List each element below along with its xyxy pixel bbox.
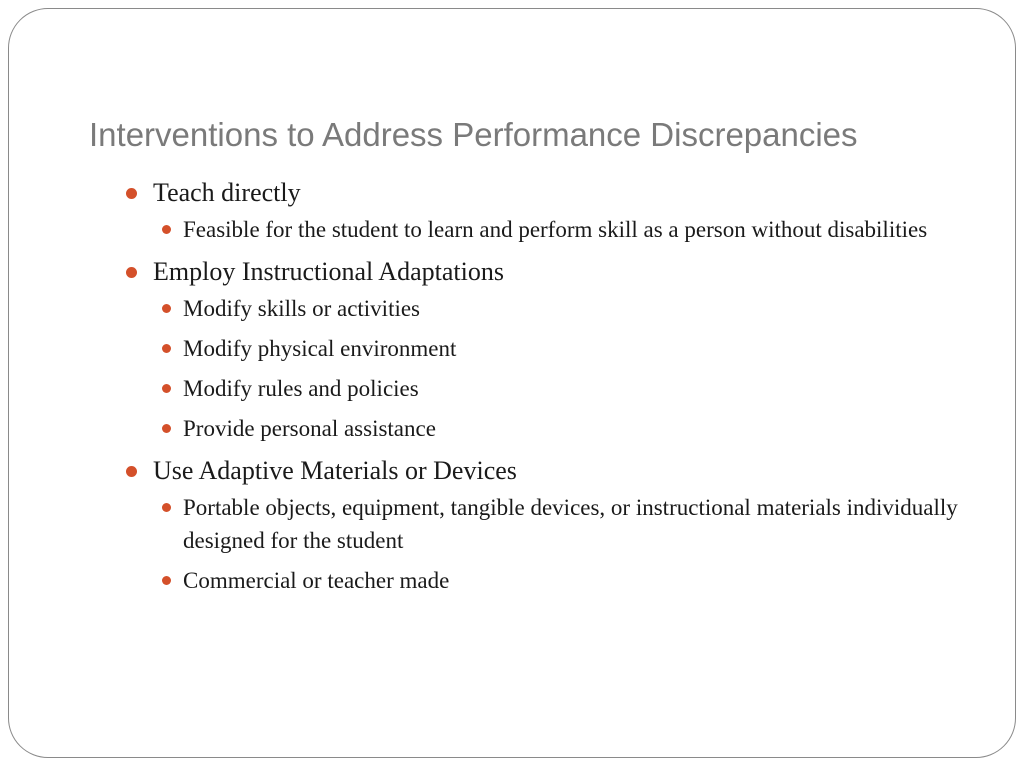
sub-bullet-list: [153, 213, 979, 246]
sub-bullet-item: [153, 412, 979, 445]
sub-bullet-dot-icon: [162, 424, 171, 433]
sub-bullet-dot-icon: [162, 576, 171, 585]
slide-frame: [8, 8, 1016, 758]
sub-bullet-text: Portable objects, equipment, tangible devices, or instructional materials individually designed for the student: [183, 495, 958, 553]
sub-bullet-text: Modify rules and policies: [183, 376, 419, 401]
sub-bullet-item: [153, 213, 979, 246]
bullet-dot-icon: [126, 188, 137, 199]
sub-bullet-dot-icon: [162, 384, 171, 393]
bullet-item-instructional-adaptations: [119, 254, 979, 445]
bullet-text: Teach directly: [153, 178, 301, 207]
bullet-text: Use Adaptive Materials or Devices: [153, 456, 517, 485]
sub-bullet-list: [153, 491, 979, 597]
sub-bullet-text: Commercial or teacher made: [183, 568, 450, 593]
bullet-dot-icon: [126, 267, 137, 278]
sub-bullet-text: Feasible for the student to learn and perform skill as a person without disabilities: [183, 217, 928, 242]
sub-bullet-text: Modify physical environment: [183, 336, 457, 361]
sub-bullet-text: Modify skills or activities: [183, 296, 421, 321]
sub-bullet-text: Provide personal assistance: [183, 416, 436, 441]
sub-bullet-dot-icon: [162, 503, 171, 512]
bullet-item-adaptive-materials: [119, 453, 979, 597]
bullet-dot-icon: [126, 466, 137, 477]
sub-bullet-item: [153, 564, 979, 597]
sub-bullet-item: [153, 372, 979, 405]
sub-bullet-dot-icon: [162, 344, 171, 353]
sub-bullet-dot-icon: [162, 225, 171, 234]
bullet-item-teach-directly: [119, 175, 979, 246]
bullet-text: Employ Instructional Adaptations: [153, 257, 504, 286]
sub-bullet-list: [153, 292, 979, 445]
sub-bullet-item: [153, 332, 979, 365]
sub-bullet-item: [153, 491, 979, 557]
sub-bullet-dot-icon: [162, 304, 171, 313]
sub-bullet-item: [153, 292, 979, 325]
slide-title: Interventions to Address Performance Discrepancies: [89, 116, 858, 153]
bullet-list: [119, 175, 979, 605]
